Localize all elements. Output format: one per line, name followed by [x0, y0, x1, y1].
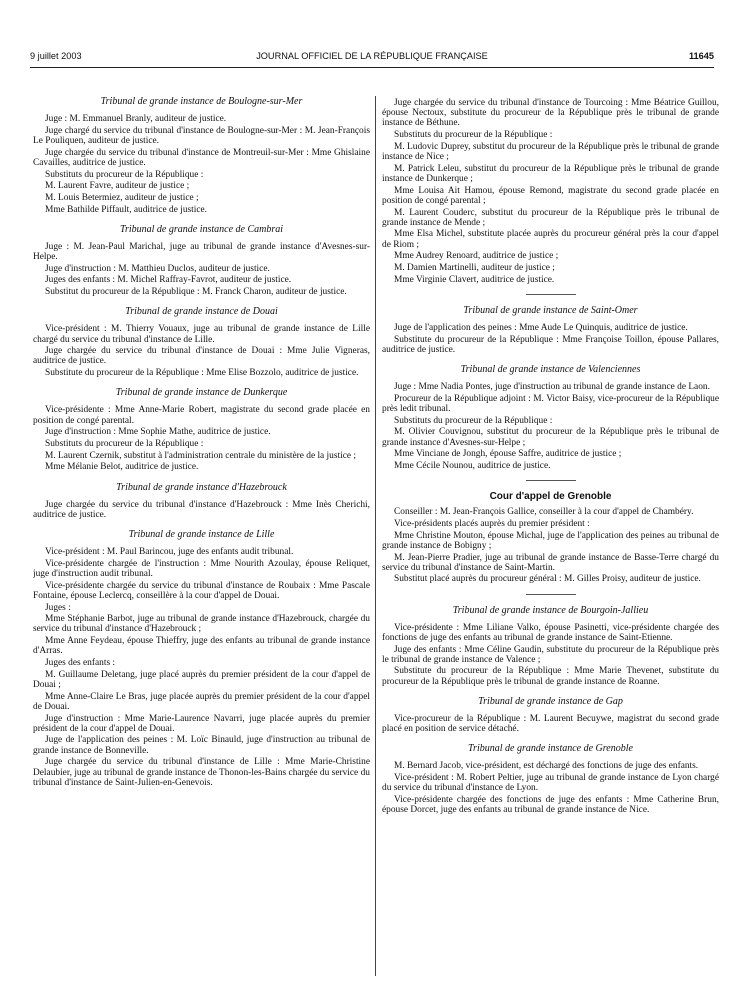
appointment-paragraph: Vice-procureur de la République : M. Laurent Becuywe, magistrat du second grade placé en position de service détaché.	[382, 713, 719, 735]
appointment-paragraph: Vice-présidente chargée des fonctions de juge des enfants : Mme Catherine Brun, épouse Dorcet, juge des enfants au tribunal de grande instance de Nice.	[382, 794, 719, 816]
appointment-paragraph: Substitut placé auprès du procureur général : M. Gilles Proisy, auditeur de justice.	[394, 574, 701, 585]
appointment-paragraph: Mme Anne-Claire Le Bras, juge placée auprès du premier président de la cour d'appel de Douai.	[33, 691, 370, 712]
appointment-paragraph: Juge chargée du service du tribunal d'instance de Lille : Mme Marie-Christine Delaubier, juge au tribunal de grande instance de Thonon-les-Bains chargée du service du tribunal d'instance de Saint-Julien-en-Genevois.	[33, 757, 370, 788]
appointment-paragraph: Juges des enfants : M. Michel Raffray-Favrot, auditeur de justice.	[45, 275, 292, 286]
appointment-paragraph: Juge d'instruction : Mme Sophie Mathe, auditrice de justice.	[45, 427, 271, 438]
appointment-paragraph: Juges :	[45, 602, 71, 613]
right-column	[382, 98, 719, 978]
appointment-paragraph: Vice-présidente : Mme Anne-Marie Robert, magistrate du second grade placée en position de congé parental.	[33, 405, 370, 426]
appointment-paragraph: Substituts du procureur de la République :	[394, 130, 553, 141]
appointment-paragraph: Juge chargée du service du tribunal d'instance d'Hazebrouck : Mme Inès Cherichi, auditrice de justice.	[33, 499, 370, 520]
page-header	[30, 51, 714, 65]
appointment-paragraph: Juge : M. Jean-Paul Marichal, juge au tribunal de grande instance d'Avesnes-sur-Helpe.	[33, 241, 370, 263]
appointment-paragraph: Juge de l'application des peines : M. Loïc Binauld, juge d'instruction au tribunal de grande instance de Bonneville.	[33, 735, 370, 756]
header-page-number: 11645	[688, 51, 714, 61]
section-title: Tribunal de grande instance de Bourgoin-Jallieu	[452, 604, 649, 616]
appointment-paragraph: Juge chargée du service du tribunal d'instance de Douai : Mme Julie Vigneras, auditrice de justice.	[33, 346, 370, 367]
appointment-paragraph: M. Laurent Czernik, substitut à l'administration centrale du ministère de la justice ;	[45, 450, 356, 461]
section-title: Tribunal de grande instance de Cambrai	[119, 223, 284, 235]
tribunal-section	[33, 224, 370, 298]
section-title: Tribunal de grande instance de Dunkerque	[115, 387, 288, 399]
tribunal-section	[33, 387, 370, 472]
appointment-paragraph: Substitut du procureur de la République : M. Franck Charon, auditeur de justice.	[45, 287, 347, 298]
appointment-paragraph: Mme Louisa Ait Hamou, épouse Remond, magistrate du second grade placée en position de congé parental ;	[382, 185, 719, 206]
appointment-paragraph: Mme Anne Feydeau, épouse Thieffry, juge des enfants au tribunal de grande instance d'Arras.	[33, 636, 370, 657]
appointment-paragraph: Substituts du procureur de la République :	[45, 169, 204, 180]
appointment-paragraph: M. Olivier Couvignou, substitut du procureur de la République près le tribunal de grande instance d'Avesnes-sur-Helpe ;	[382, 427, 719, 448]
appointment-paragraph: Juge d'instruction : M. Matthieu Duclos, auditeur de justice.	[45, 263, 270, 274]
section-title: Tribunal de grande instance d'Hazebrouck	[116, 481, 287, 493]
tribunal-section	[33, 482, 370, 520]
appointment-paragraph: Juge : Mme Nadia Pontes, juge d'instruction au tribunal de grande instance de Laon.	[394, 382, 710, 393]
tribunal-section	[382, 605, 719, 687]
section-title: Tribunal de grande instance de Valenciennes	[460, 364, 641, 376]
header-rule	[30, 67, 714, 68]
section-title: Tribunal de grande instance de Grenoble	[468, 743, 633, 755]
court-title: Cour d'appel de Grenoble	[489, 491, 612, 503]
appointment-paragraph: Substitute du procureur de la République : Mme Marie Thevenet, substitute du procureur de la République près le tribunal de grande instance de Roanne.	[382, 666, 719, 687]
section-title: Tribunal de grande instance de Saint-Omer	[463, 304, 638, 316]
appointment-paragraph: Vice-président : M. Robert Peltier, juge au tribunal de grande instance de Lyon chargé du service du tribunal d'instance de Lyon.	[382, 772, 719, 794]
appointment-paragraph: M. Ludovic Duprey, substitut du procureur de la République près le tribunal de grande instance de Nice ;	[382, 141, 719, 163]
appointment-paragraph: M. Bernard Jacob, vice-président, est déchargé des fonctions de juge des enfants.	[394, 761, 699, 772]
appointment-paragraph: Juge d'instruction : Mme Marie-Laurence Navarri, juge placée auprès du premier président de la cour d'appel de Douai.	[33, 713, 370, 734]
tribunal-section	[33, 96, 370, 215]
appointment-paragraph: Mme Stéphanie Barbot, juge au tribunal de grande instance d'Hazebrouck, chargée du service du tribunal d'instance d'Hazebrouck ;	[33, 614, 370, 635]
tribunal-section	[382, 364, 719, 471]
section-title: Tribunal de grande instance de Douai	[125, 306, 278, 318]
appointment-paragraph: Mme Bathilde Piffault, auditrice de justice.	[45, 204, 208, 215]
appointment-paragraph: Procureur de la République adjoint : M. Victor Baisy, vice-procureur de la République près ledit tribunal.	[382, 393, 719, 414]
appointment-paragraph: Vice-président : M. Thierry Vouaux, juge au tribunal de grande instance de Lille chargé du service du tribunal d'instance de Lille.	[33, 324, 370, 345]
header-date: 9 juillet 2003	[30, 51, 82, 61]
appointment-paragraph: M. Guillaume Deletang, juge placé auprès du premier président de la cour d'appel de Douai ;	[33, 669, 370, 690]
section-rule	[526, 294, 576, 295]
appointment-paragraph: Juge chargée du service du tribunal d'instance de Montreuil-sur-Mer : Mme Ghislaine Cavailles, auditrice de justice.	[33, 147, 370, 168]
appointment-paragraph: Mme Cécile Nounou, auditrice de justice.	[394, 460, 551, 471]
appointment-paragraph: Vice-présidente chargée du service du tribunal d'instance de Roubaix : Mme Pascale Fontaine, épouse Leclercq, conseillère à la cour d'appel de Douai.	[33, 580, 370, 601]
section-title: Tribunal de grande instance de Boulogne-sur-Mer	[100, 96, 303, 107]
continued-section	[382, 98, 719, 285]
tribunal-section	[382, 696, 719, 734]
appointment-paragraph: Juge chargée du service du tribunal d'instance de Tourcoing : Mme Béatrice Guillou, épouse Nectoux, substitute du procureur de la République près le tribunal de grande instance de Béthune.	[382, 98, 719, 129]
appointment-paragraph: Mme Virginie Clavert, auditrice de justice.	[394, 274, 555, 285]
appointment-paragraph: Mme Vinciane de Jongh, épouse Saffre, auditrice de justice ;	[394, 449, 622, 460]
tribunal-section	[33, 306, 370, 378]
column-divider	[375, 96, 376, 976]
appointment-paragraph: M. Laurent Favre, auditeur de justice ;	[45, 181, 190, 192]
appointment-paragraph: Conseiller : M. Jean-François Gallice, conseiller à la cour d'appel de Chambéry.	[394, 507, 694, 518]
appointment-paragraph: Juge de l'application des peines : Mme Aude Le Quinquis, auditrice de justice.	[394, 322, 688, 333]
appointment-paragraph: Vice-président : M. Paul Barincou, juge des enfants audit tribunal.	[45, 546, 294, 557]
appointment-paragraph: Vice-présidente : Mme Liliane Valko, épouse Pasinetti, vice-présidente chargée des fonctions de juge des enfants au tribunal de grande instance de Saint-Etienne.	[382, 622, 719, 643]
appointment-paragraph: Vice-présidents placés auprès du premier président :	[394, 518, 590, 529]
tribunal-section	[33, 529, 370, 788]
header-title: JOURNAL OFFICIEL DE LA RÉPUBLIQUE FRANÇAISE	[256, 51, 488, 61]
appointment-paragraph: Mme Christine Mouton, épouse Michal, juge de l'application des peines au tribunal de grande instance de Bobigny ;	[382, 530, 719, 551]
section-title: Tribunal de grande instance de Lille	[128, 528, 275, 540]
tribunal-section	[382, 743, 719, 815]
appointment-paragraph: Substitute du procureur de la République : Mme Elise Bozzolo, auditrice de justice.	[45, 368, 359, 379]
section-rule	[526, 594, 576, 595]
appointment-paragraph: Mme Elsa Michel, substitute placée auprès du procureur général près la cour d'appel de Riom ;	[382, 229, 719, 250]
appointment-paragraph: Substituts du procureur de la République :	[45, 438, 204, 449]
appointment-paragraph: Vice-présidente chargée de l'instruction : Mme Nourith Azoulay, épouse Reliquet, juge d'instruction audit tribunal.	[33, 558, 370, 579]
court-of-appeal-section	[382, 491, 719, 584]
tribunal-section	[382, 305, 719, 355]
appointment-paragraph: M. Patrick Leleu, substitut du procureur de la République près le tribunal de grande instance de Dunkerque ;	[382, 163, 719, 184]
appointment-paragraph: Juges des enfants :	[45, 658, 116, 669]
appointment-paragraph: Mme Audrey Renoard, auditrice de justice ;	[394, 251, 559, 262]
appointment-paragraph: M. Damien Martinelli, auditeur de justice ;	[394, 263, 555, 274]
section-rule	[526, 480, 576, 481]
appointment-paragraph: Juge des enfants : Mme Céline Gaudin, substitute du procureur de la République près le tribunal de grande instance de Valence ;	[382, 644, 719, 665]
section-title: Tribunal de grande instance de Gap	[478, 695, 623, 707]
appointment-paragraph: Substituts du procureur de la République :	[394, 415, 553, 426]
appointment-paragraph: Juge chargé du service du tribunal d'instance de Boulogne-sur-Mer : M. Jean-François Le Pouliquen, auditeur de justice.	[33, 125, 370, 146]
left-column	[33, 96, 370, 976]
appointment-paragraph: M. Jean-Pierre Pradier, juge au tribunal de grande instance de Basse-Terre chargé du service du tribunal d'instance de Saint-Martin.	[382, 552, 719, 573]
appointment-paragraph: M. Louis Betermiez, auditeur de justice ;	[45, 192, 199, 203]
appointment-paragraph: Mme Mélanie Belot, auditrice de justice.	[45, 462, 199, 473]
appointment-paragraph: Juge : M. Emmanuel Branly, auditeur de justice.	[45, 114, 227, 124]
appointment-paragraph: Substitute du procureur de la République : Mme Françoise Toillon, épouse Pallares, auditrice de justice.	[382, 334, 719, 355]
appointment-paragraph: M. Laurent Couderc, substitut du procureur de la République près le tribunal de grande instance de Mende ;	[382, 207, 719, 228]
